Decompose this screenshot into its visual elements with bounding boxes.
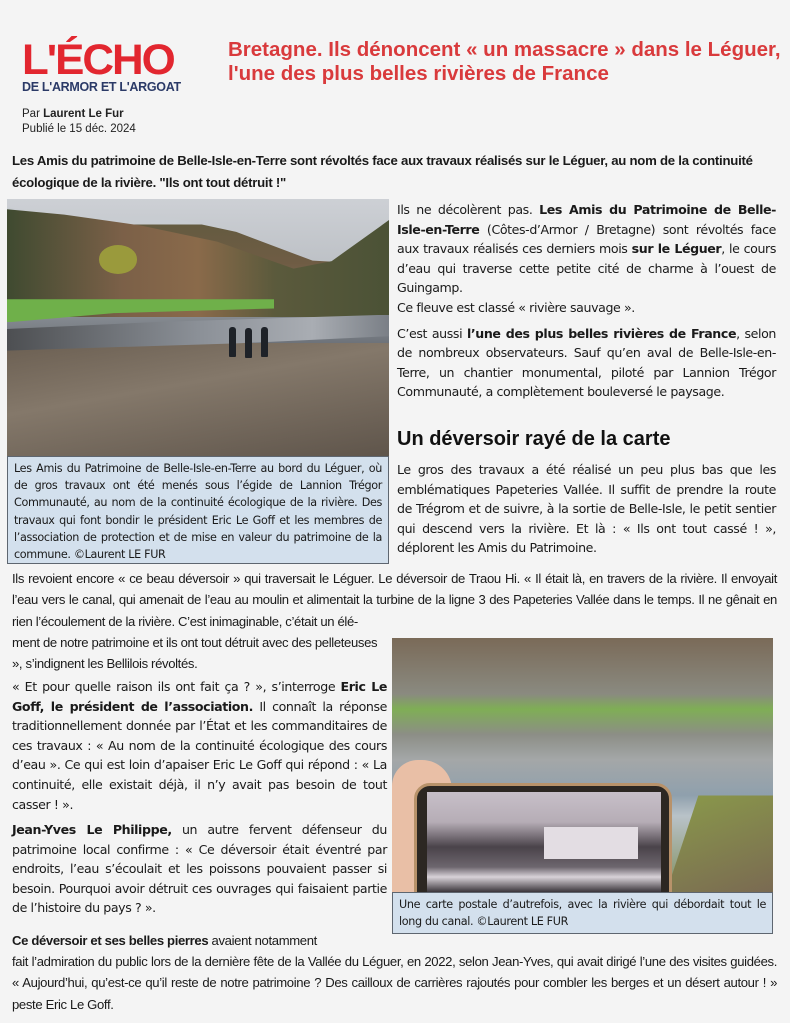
publish-date: Publié le 15 déc. 2024: [22, 123, 136, 135]
photo-bank: [666, 795, 773, 892]
intro-column: [397, 200, 776, 408]
intro-paragraph: C’est aussi l’une des plus belles rivières de France, selon de nombreux observateurs. Sauf qu’en aval de Belle-Isle-en-Terre, un chantier monumental, piloté par Lannion Trégor Communauté, a complètement bouleversé le paysage.: [397, 325, 777, 400]
body-paragraph: Jean-Yves Le Philippe, un autre fervent défenseur du patrimoine local confirme : « Ce déversoir était éventré par endroits, l’eau s’écoulait et les poissons pouvaient passer si besoin. Pourquoi avoir détruit ces ouvrages qui faisaient partie de l’histoire du pays ? ».: [12, 822, 387, 916]
person-figure: [261, 327, 268, 357]
body-paragraph-continued: ment de notre patrimoine et ils ont tout détruit avec des pelleteuses », s’indignent les Bellilois révoltés.: [12, 635, 378, 672]
section-paragraph: Le gros des travaux a été réalisé un peu plus bas que les emblématiques Papeteries Vallée. Il suffit de prendre la route de Trégrom et de suivre, à la sortie de Belle-Isle, le petit sentier qui descend vers la rivière. Et là : « Ils ont tout cassé ! », déplorent les Amis du Patrimoine.: [397, 462, 776, 556]
photo-caption: Une carte postale d’autrefois, avec la rivière qui débordait tout le long du canal. ©Laurent LE FUR: [392, 892, 773, 934]
section-heading: Un déversoir rayé de la carte: [397, 428, 671, 450]
river-photo[interactable]: [7, 199, 389, 456]
article-lead: Les Amis du patrimoine de Belle-Isle-en-Terre sont révoltés face aux travaux réalisés sur le Léguer, au nom de la continuité écologique de la rivière. "Ils ont tout détruit !": [12, 153, 753, 190]
byline: [22, 107, 136, 137]
person-figure: [245, 328, 252, 358]
site-logo[interactable]: [22, 36, 204, 94]
phone-icon: [414, 783, 672, 892]
postcard-house: [544, 827, 638, 859]
body-paragraph: Ils revoient encore « ce beau déversoir » qui traversait le Léguer. Le déversoir de Traou Hi. « Il était là, en travers de la rivière. Il envoyait l’eau vers le canal, qui amenait de l’eau au moulin et alimentait la turbine de la ligne 3 des Papeteries Vallée dans le temps. Il ne gênait en rien l’écoulement de la rivière. C’est inimaginable, c’était un élé-: [12, 571, 777, 629]
photo-yellow-tree: [99, 245, 137, 273]
postcard-photo[interactable]: [392, 638, 773, 892]
body-paragraph: « Et pour quelle raison ils ont fait ça ? », s’interroge Eric Le Goff, le président de l’association. Il connaît la réponse traditionnellement donnée par l’État et les commanditaires de ces travaux : « Au nom de la continuité écologique des cours d’eau ». Ce qui est loin d’apaiser Eric Le Goff qui répond : « La continuité, elle existait déjà, il n’y avait pas besoin de tout casser ! ».: [12, 679, 388, 812]
logo-subtitle: DE L'ARMOR ET L'ARGOAT: [22, 80, 181, 94]
logo-wordmark: L'ÉCHO: [22, 36, 174, 84]
person-figure: [229, 327, 236, 357]
article-headline: Bretagne. Ils dénoncent « un massacre » dans le Léguer, l'une des plus belles rivières de France: [228, 38, 781, 85]
body-paragraph: Ce déversoir et ses belles pierres avaient notamment: [12, 933, 317, 948]
intro-paragraph: Ils ne décolèrent pas. Les Amis du Patrimoine de Belle-Isle-en-Terre (Côtes-d’Armor / Bretagne) sont révoltés face aux travaux réalisés ces derniers mois sur le Léguer, le cours d’eau qui traverse cette petite cité de charme à l’ouest de Guingamp. Ce fleuve est classé « rivière sauvage ».: [397, 202, 776, 315]
body-paragraph: fait l’admiration du public lors de la dernière fête de la Vallée du Léguer, en 2022, selon Jean-Yves, qui avait dirigé l’une des visites guidées. « Aujourd’hui, qu’est-ce qu’il reste de notre patrimoine ? Des cailloux de carrières rajoutés pour combler les berges et un désert autour ! » peste Eric Le Goff.: [12, 954, 777, 1012]
photo-caption: Les Amis du Patrimoine de Belle-Isle-en-Terre au bord du Léguer, où de gros travaux ont été menés sous l’égide de Lannion Trégor Communauté, au nom de la continuité écologique de la rivière. Des travaux qui font bondir le président Eric Le Goff et les membres de l’association de protection et de mise en valeur du patrimoine de la commune. ©Laurent LE FUR: [7, 456, 389, 564]
phone-screen: [427, 792, 661, 892]
photo-riverbed: [7, 343, 389, 456]
byline-prefix: Par: [22, 108, 40, 120]
author-link[interactable]: Laurent Le Fur: [43, 108, 124, 120]
